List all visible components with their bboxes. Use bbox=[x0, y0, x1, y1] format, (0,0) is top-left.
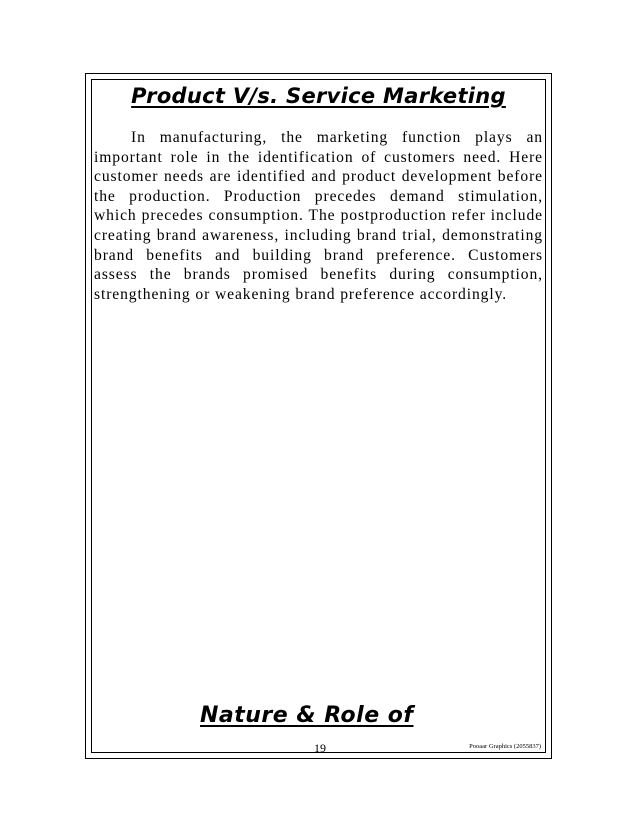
body-paragraph: In manufacturing, the marketing function plays an important role in the identification of customers need. Here customer needs are identified and product development before the production. Production precedes demand stimulation, which precedes consumption. The postproduction refer include creating brand awareness, including brand trial, demonstrating brand benefits and building brand preference. Customers assess the brands promised benefits during consumption, strengthening or weakening brand preference accordingly. bbox=[94, 129, 543, 303]
page-number: 19 bbox=[314, 741, 326, 755]
footer-credit: Pooaar Graphics (2055837) bbox=[469, 743, 541, 750]
next-section-heading: Nature & Role of bbox=[200, 703, 414, 728]
page-heading: Product V/s. Service Marketing bbox=[131, 84, 506, 108]
